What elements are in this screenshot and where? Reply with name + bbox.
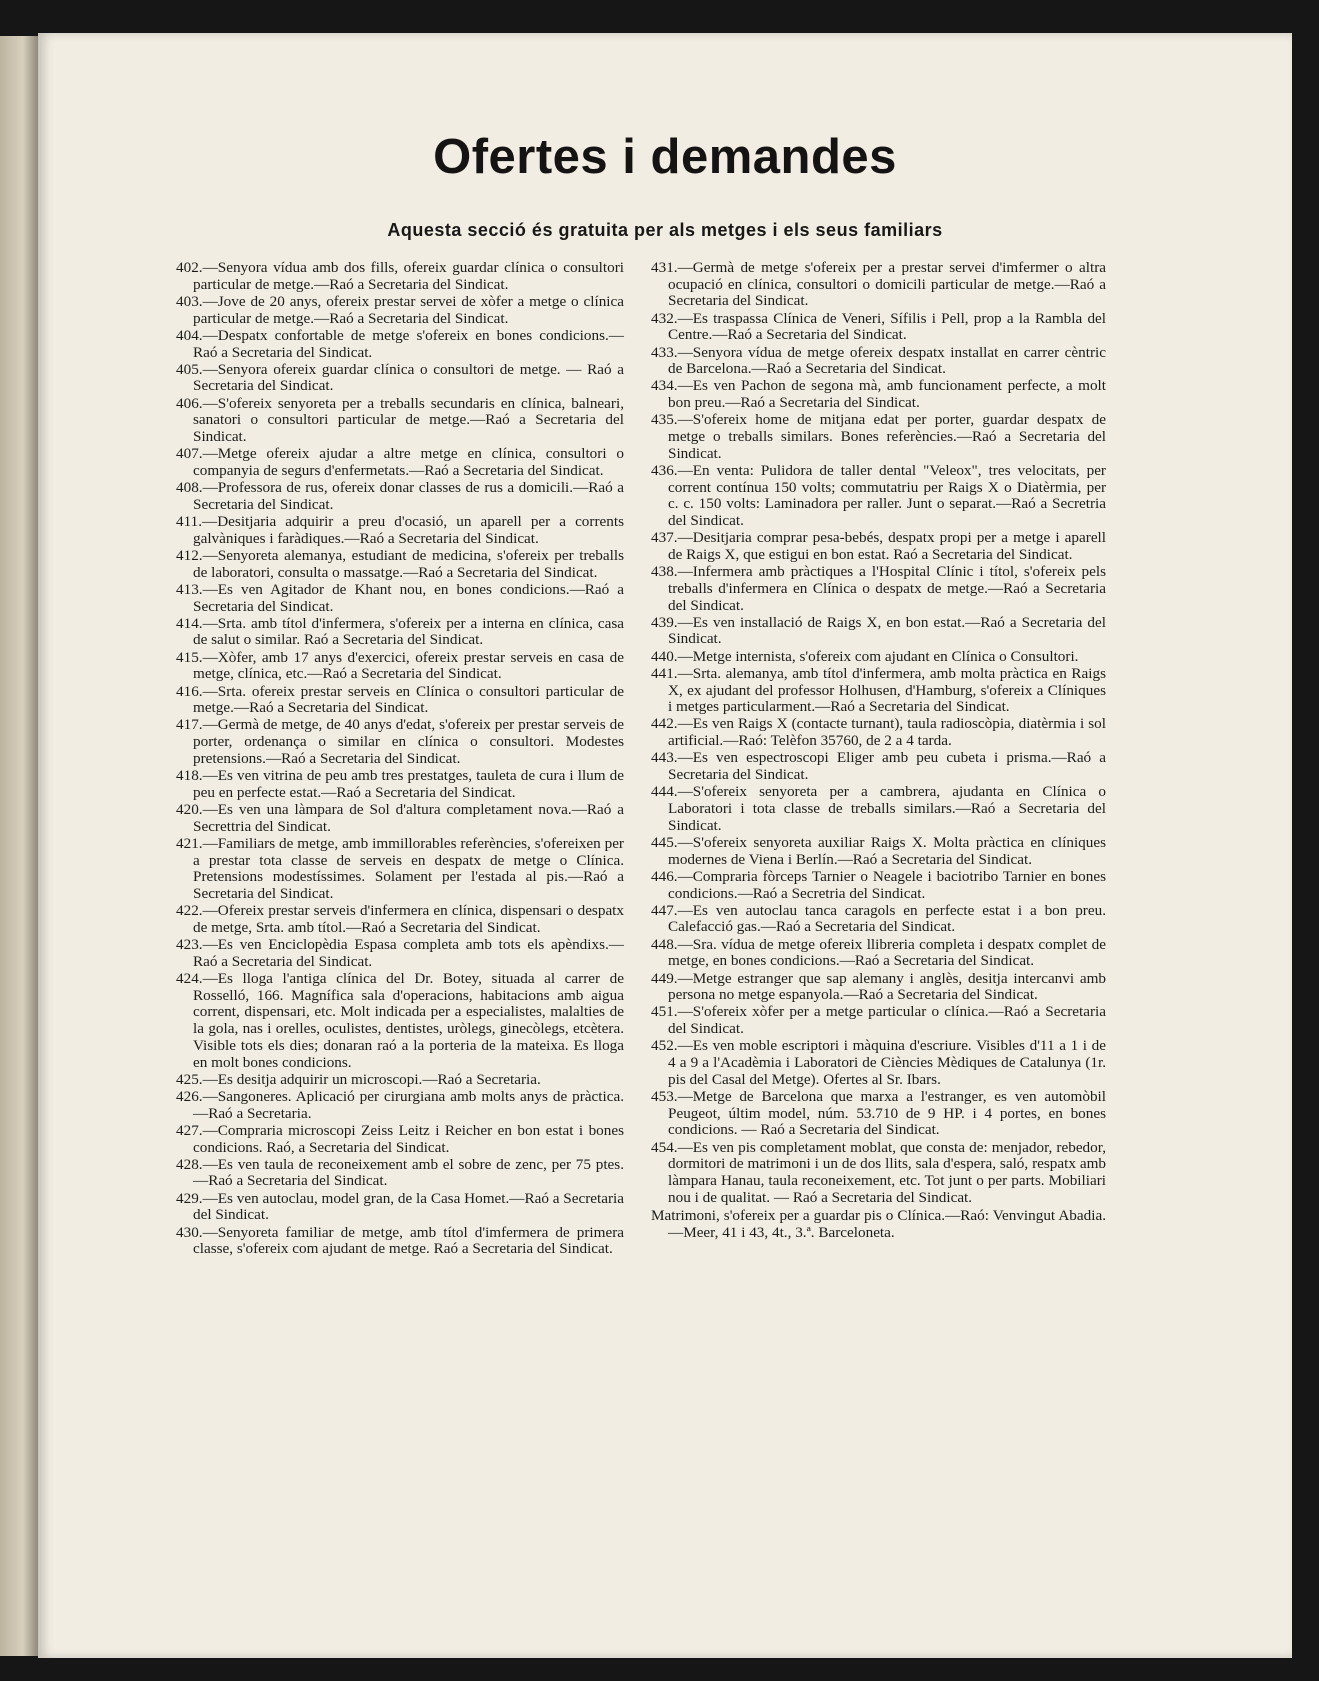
classified-entry: 445.—S'ofereix senyoreta auxiliar Raigs X. Molta pràctica en clíniques modernes de Viena i Berlín.—Raó a Secretaria del Sindicat. [651, 833, 1106, 868]
classified-entry: 448.—Sra. vídua de metge ofereix llibreria completa i despatx complet de metge, en bones condicions.—Raó a Secretaria del Sindicat. [651, 935, 1106, 970]
left-column [176, 260, 624, 1258]
classified-entry: 431.—Germà de metge s'ofereix per a prestar servei d'imfermer o altra ocupació en clínica, consultori o domicili particular de metge.—Raó a Secretaria del Sindicat. [651, 259, 1106, 310]
right-column [651, 260, 1106, 1242]
classified-entry: 438.—Infermera amb pràctiques a l'Hospital Clínic i títol, s'ofereix pels treballs d'infermera en Clínica o despatx de metge.—Raó a Secretaria del Sindicat. [651, 563, 1106, 614]
classified-entry: 451.—S'ofereix xòfer per a metge particular o clínica.—Raó a Secretaria del Sindicat. [651, 1003, 1106, 1038]
classified-entry: 406.—S'ofereix senyoreta per a treballs secundaris en clínica, balneari, sanatori o consultori particular de metge.—Raó a Secretaria del Sindicat. [176, 394, 624, 446]
classified-entry: 443.—Es ven espectroscopi Eliger amb peu cubeta i prisma.—Raó a Secretaria del Sindicat. [651, 749, 1106, 784]
classified-entry: 407.—Metge ofereix ajudar a altre metge en clínica, consultori o companyia de segurs d'enfermetats.—Raó a Secretaria del Sindicat. [176, 445, 624, 479]
classified-entry: 434.—Es ven Pachon de segona mà, amb funcionament perfecte, a molt bon preu.—Raó a Secretaria del Sindicat. [651, 377, 1106, 412]
classified-entry: 442.—Es ven Raigs X (contacte turnant), taula radioscòpia, diatèrmia i sol artificial.—Raó: Telèfon 35760, de 2 a 4 tarda. [651, 715, 1106, 750]
classified-entry: 422.—Ofereix prestar serveis d'infermera en clínica, dispensari o despatx de metge, Srta. amb títol.—Raó a Secretaria del Sindicat. [176, 902, 624, 936]
classified-entry: 430.—Senyoreta familiar de metge, amb títol d'imfermera de primera classe, s'ofereix com ajudant de metge. Raó a Secretaria del Sindicat. [176, 1223, 624, 1258]
classified-entry: 416.—Srta. ofereix prestar serveis en Clínica o consultori particular de metge.—Raó a Secretaria del Sindicat. [176, 682, 624, 717]
classified-entry: 444.—S'ofereix senyoreta per a cambrera, ajudanta en Clínica o Laboratori i tota classe de treballs similars.—Raó a Secretaria del Sindicat. [651, 783, 1106, 834]
classified-entry: 452.—Es ven moble escriptori i màquina d'escriure. Visibles d'11 a 1 i de 4 a 9 a l'Acadèmia i Laboratori de Ciències Mèdiques de Catalunya (1r. pis del Casal del Metge). Ofertes al Sr. Ibars. [651, 1037, 1106, 1088]
journal-page [38, 33, 1292, 1658]
classified-entry: 439.—Es ven installació de Raigs X, en bon estat.—Raó a Secretaria del Sindicat. [651, 613, 1106, 648]
classified-entry: 423.—Es ven Enciclopèdia Espasa completa amb tots els apèndixs.—Raó a Secretaria del Sindicat. [176, 936, 624, 970]
classified-entry: 426.—Sangoneres. Aplicació per cirurgiana amb molts anys de pràctica.—Raó a Secretaria. [176, 1087, 624, 1122]
classified-entry: 429.—Es ven autoclau, model gran, de la Casa Homet.—Raó a Secretaria del Sindicat. [176, 1189, 624, 1224]
classified-entry: 432.—Es traspassa Clínica de Veneri, Sífilis i Pell, prop a la Rambla del Centre.—Raó a Secretaria del Sindicat. [651, 309, 1106, 344]
classified-entry: 412.—Senyoreta alemanya, estudiant de medicina, s'ofereix per treballs de laboratori, consulta o massatge.—Raó a Secretaria del Sindicat. [176, 546, 624, 581]
classified-entry: 403.—Jove de 20 anys, ofereix prestar servei de xòfer a metge o clínica particular de metge.—Raó a Secretaria del Sindicat. [176, 292, 624, 327]
classified-entry: 425.—Es desitja adquirir un microscopi.—Raó a Secretaria. [176, 1070, 541, 1088]
page-title: Ofertes i demandes [433, 130, 897, 184]
classified-entry: 415.—Xòfer, amb 17 anys d'exercici, ofereix prestar serveis en casa de metge, clínica, etc.—Raó a Secretaria del Sindicat. [176, 648, 624, 683]
classified-entry: 405.—Senyora ofereix guardar clínica o consultori de metge. — Raó a Secretaria del Sindicat. [176, 360, 624, 395]
classified-entry: 446.—Compraria fòrceps Tarnier o Neagele i baciotribo Tarnier en bones condicions.—Raó a Secretria del Sindicat. [651, 867, 1106, 902]
classified-entry: 414.—Srta. amb títol d'infermera, s'ofereix per a interna en clínica, casa de salut o similar. Raó a Secretaria del Sindicat. [176, 614, 624, 649]
classified-entry: 427.—Compraria microscopi Zeiss Leitz i Reicher en bon estat i bones condicions. Raó, a Secretaria del Sindicat. [176, 1121, 624, 1156]
page-subtitle: Aquesta secció és gratuita per als metges i els seus familiars [387, 220, 943, 240]
classified-entry: 440.—Metge internista, s'ofereix com ajudant en Clínica o Consultori. [651, 647, 1079, 665]
classified-entry: 447.—Es ven autoclau tanca caragols en perfecte estat i a bon preu. Calefacció gas.—Raó a Secretaria del Sindicat. [651, 901, 1106, 936]
classified-entry: 428.—Es ven taula de reconeixement amb el sobre de zenc, per 75 ptes.—Raó a Secretaria del Sindicat. [176, 1155, 624, 1190]
classified-entry: 411.—Desitjaria adquirir a preu d'ocasió, un aparell per a corrents galvàniques i faràdiques.—Raó a Secretaria del Sindicat. [176, 513, 624, 547]
classified-entry: 449.—Metge estranger que sap alemany i anglès, desitja intercanvi amb persona no metge espanyola.—Raó a Secretaria del Sindicat. [651, 969, 1106, 1004]
classified-entry: 417.—Germà de metge, de 40 anys d'edat, s'ofereix per prestar serveis de porter, ordenança o similar en clínica o consultori. Modestes pretensions.—Raó a Secretaria del Sindicat. [176, 716, 624, 767]
classified-entry: 413.—Es ven Agitador de Khant nou, en bones condicions.—Raó a Secretaria del Sindicat. [176, 580, 624, 615]
classified-entry: 441.—Srta. alemanya, amb títol d'infermera, amb molta pràctica en Raigs X, ex ajudant del professor Holhusen, d'Hamburg, s'ofereix a Clíniques i metges particularment.—Raó a Secretaria del Sindicat. [651, 664, 1106, 716]
classified-entry: 436.—En venta: Pulidora de taller dental "Veleox", tres velocitats, per corrent contínua 150 volts; commutatriu per Raigs X o Diatèrmia, per c. c. 150 volts: Laminadora per raller. Junt o separat.—Raó a Secretria del Sindicat. [651, 461, 1106, 530]
closing-notice: Matrimoni, s'ofereix per a guardar pis o Clínica.—Raó: Venvingut Abadia.—Meer, 41 i 43, 4t., 3.ª. Barceloneta. [651, 1207, 1106, 1242]
classified-entry: 433.—Senyora vídua de metge ofereix despatx installat en carrer cèntric de Barcelona.—Raó a Secretaria del Sindicat. [651, 343, 1106, 378]
previous-page-edge [0, 36, 38, 1656]
classified-entry: 418.—Es ven vitrina de peu amb tres prestatges, tauleta de cura i llum de peu en perfecte estat.—Raó a Secretaria del Sindicat. [176, 767, 624, 801]
classified-entry: 404.—Despatx confortable de metge s'ofereix en bones condicions.—Raó a Secretaria del Sindicat. [176, 326, 624, 361]
classified-entry: 420.—Es ven una làmpara de Sol d'altura completament nova.—Raó a Secrettria del Sindicat. [176, 801, 624, 835]
classified-entry: 402.—Senyora vídua amb dos fills, ofereix guardar clínica o consultori particular de metge.—Raó a Secretaria del Sindicat. [176, 259, 624, 293]
classified-entry: 435.—S'ofereix home de mitjana edat per porter, guardar despatx de metge o treballs similars. Bones referències.—Raó a Secretaria del Sindicat. [651, 411, 1106, 462]
classified-entry: 454.—Es ven pis completament moblat, que consta de: menjador, rebedor, dormitori de matrimoni i un de dos llits, sala d'espera, saló, respatx amb làmpara Hanau, taula reconeixement, etc. Tot junt o per parts. Mobiliari nou i de qualitat. — Raó a Secretaria del Sindicat. [651, 1138, 1106, 1206]
classified-entry: 453.—Metge de Barcelona que marxa a l'estranger, es ven automòbil Peugeot, últim model, núm. 53.710 de 9 HP. i 4 portes, en bones condicions. — Raó a Secretaria del Sindicat. [651, 1087, 1106, 1139]
right-column-entries [651, 260, 1106, 1206]
classified-entry: 437.—Desitjaria comprar pesa-bebés, despatx propi per a metge i aparell de Raigs X, que estigui en bon estat. Raó a Secretaria del Sindicat. [651, 529, 1106, 563]
classified-entry: 408.—Professora de rus, ofereix donar classes de rus a domicili.—Raó a Secretaria del Sindicat. [176, 479, 624, 513]
classified-entry: 421.—Familiars de metge, amb immillorables referències, s'ofereixen per a prestar tota classe de serveis en despatx de metge o Clínica. Pretensions modestíssimes. Solament per l'estada al pis.—Raó a Secretaria del Sindicat. [176, 834, 624, 903]
classified-entry: 424.—Es lloga l'antiga clínica del Dr. Botey, situada al carrer de Rosselló, 166. Magnífica sala d'operacions, habitacions amb aigua corrent, dispensari, etc. Molt indicada per a especialistes, malalties de la gola, nas i orelles, oculistes, dentistes, uròlegs, ginecòlegs, etcètera. Visible tots els dies; donaran raó a la porteria de la mateixa. Es lloga en molt bones condicions. [176, 970, 624, 1071]
